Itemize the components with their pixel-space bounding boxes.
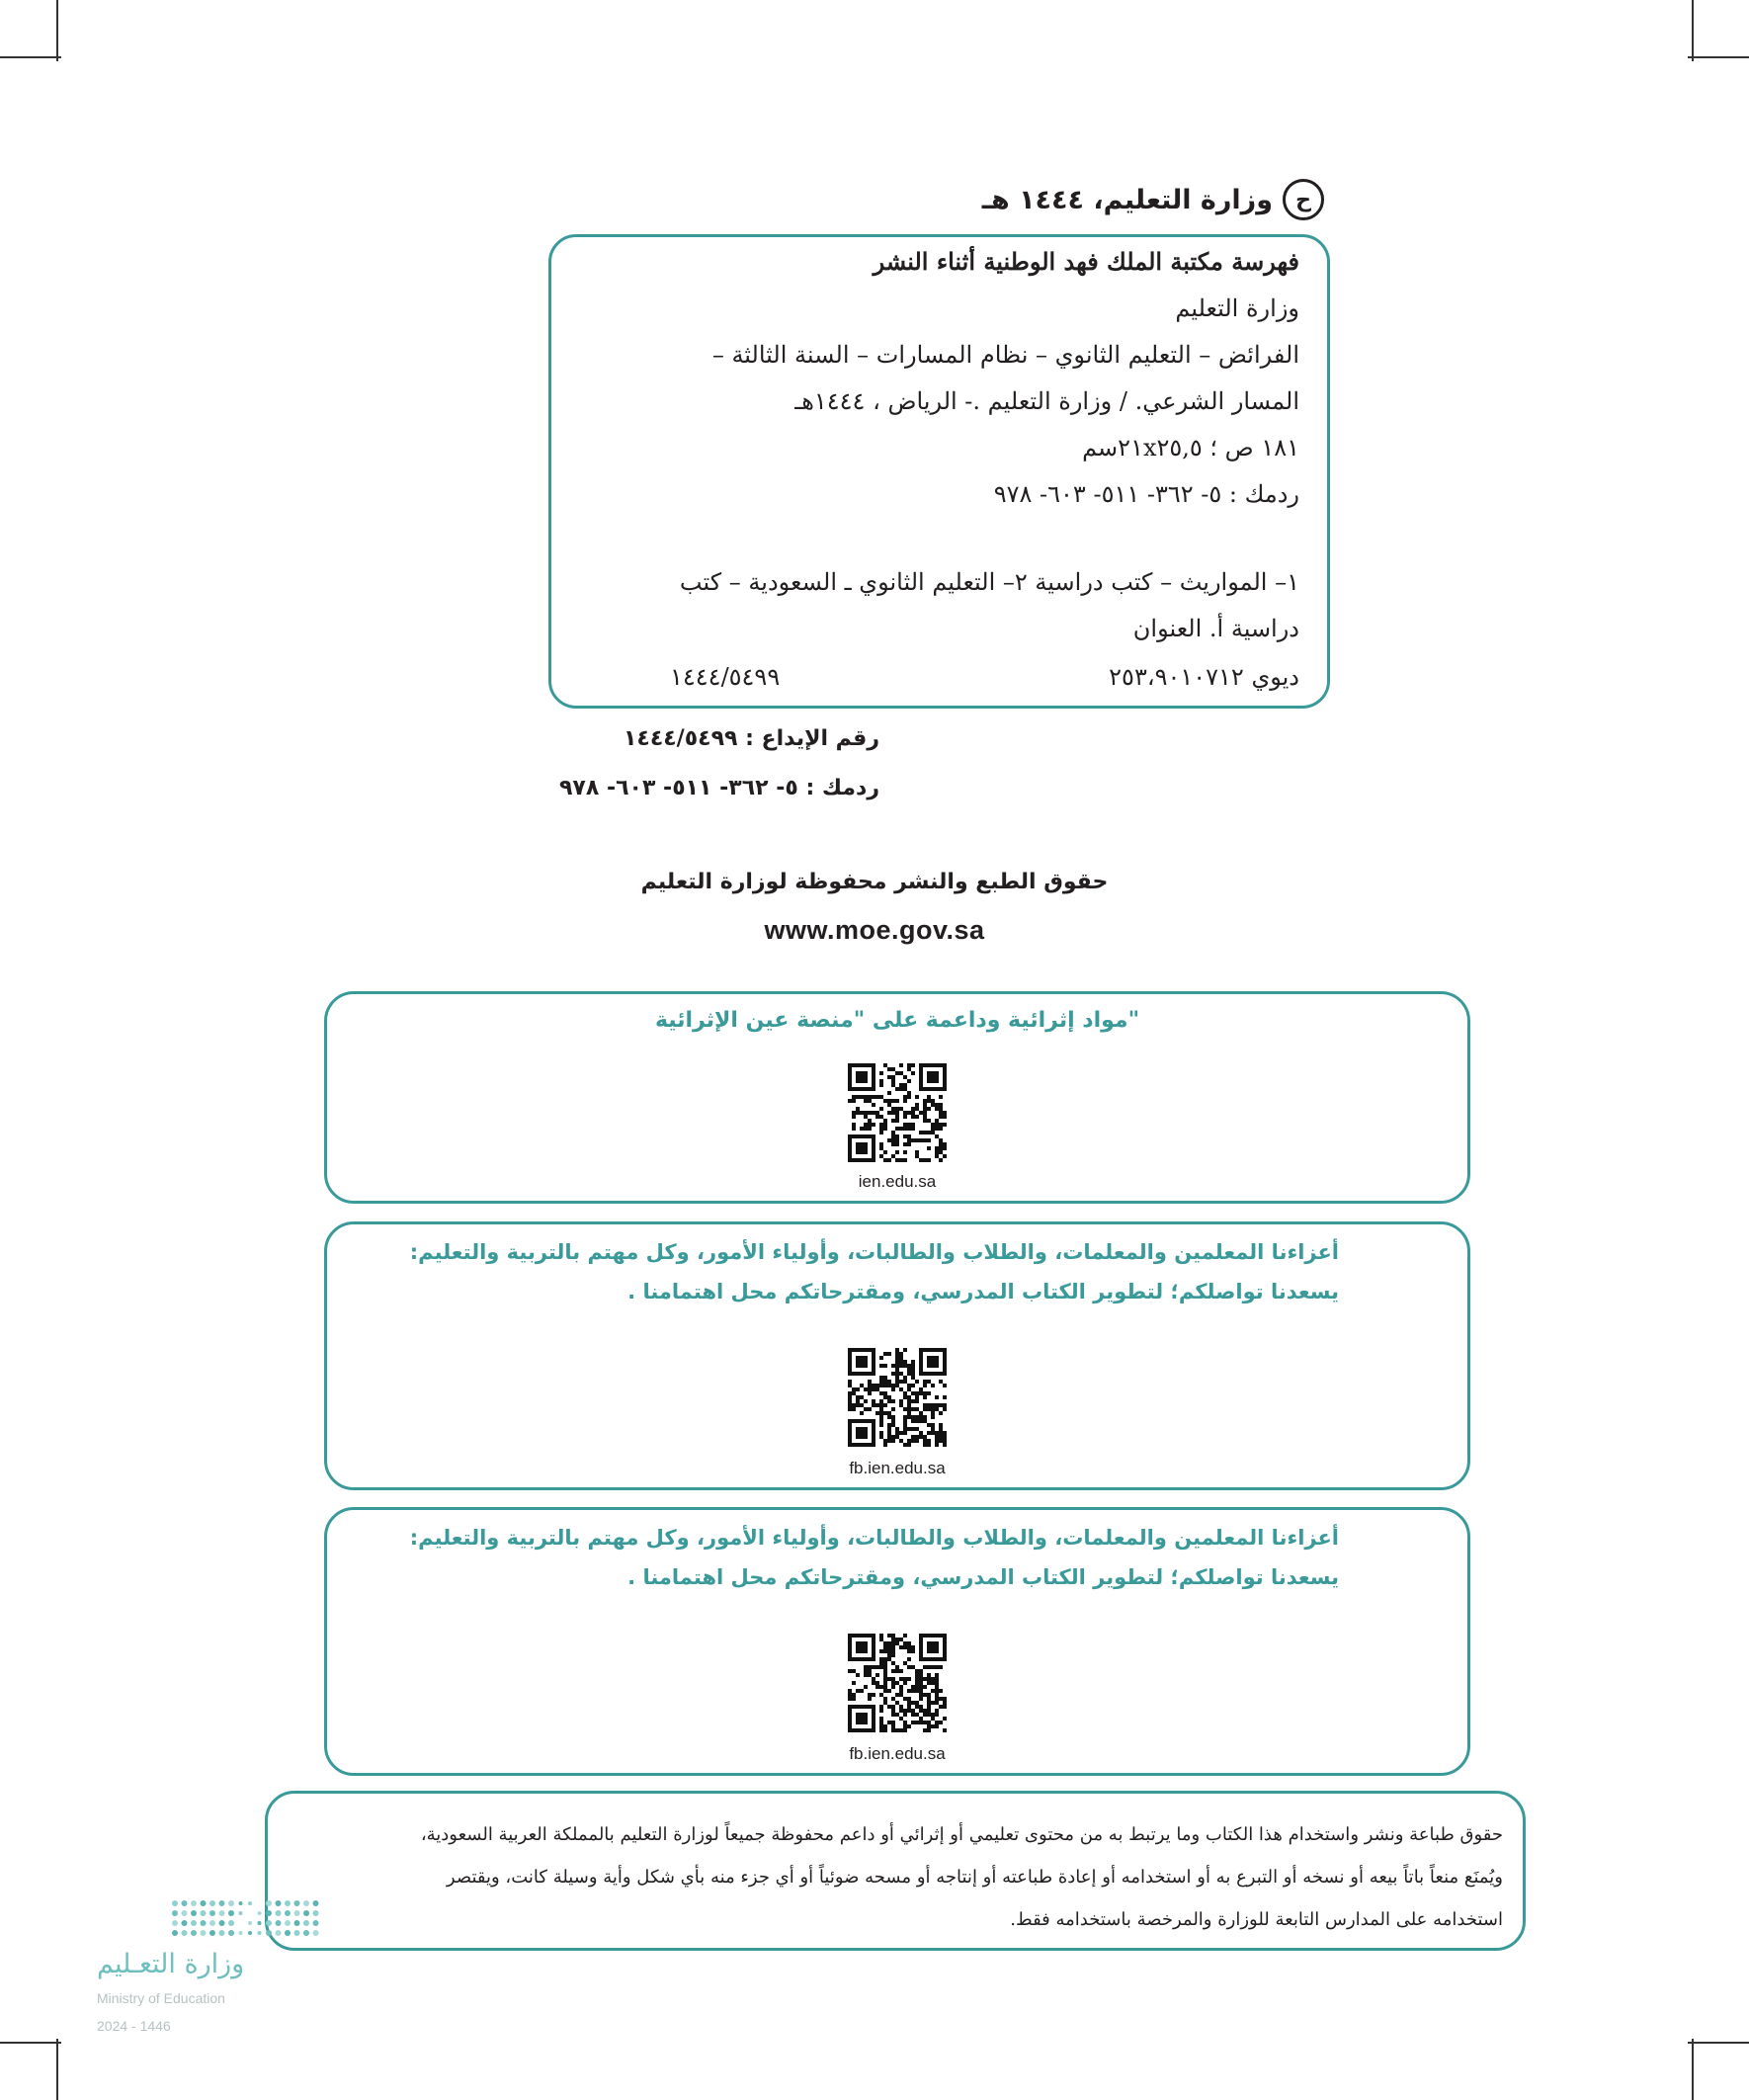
legal-line: استخدامه على المدارس التابعة للوزارة والمرخصة باستخدامه فقط. [1010, 1909, 1503, 1930]
legal-notice-box [265, 1791, 1526, 1951]
ien-platform-box [324, 991, 1470, 1204]
catalog-line: الفرائض – التعليم الثانوي – نظام المسارات – السنة الثالثة – [711, 341, 1299, 369]
ien-url[interactable]: ien.edu.sa [858, 1172, 937, 1191]
crop-mark [1692, 2039, 1694, 2100]
crop-mark [1688, 2042, 1749, 2044]
crop-mark [1692, 0, 1694, 61]
catalog-line: ١٨١ ص ؛ ٢١x٢٥,٥سم [1082, 434, 1299, 462]
ien-heading: مواد إثرائية وداعمة على "منصة عين الإثرائية" [654, 1008, 1140, 1033]
catalog-line: دراسية أ. العنوان [1132, 615, 1299, 642]
website-link[interactable]: www.moe.gov.sa [764, 915, 985, 945]
feedback-line: يسعدنا تواصلكم؛ لتطوير الكتاب المدرسي، ومقترحاتكم محل اهتمامنا . [627, 1280, 1339, 1303]
qr-code-icon[interactable] [848, 1348, 947, 1447]
feedback-url[interactable]: fb.ien.edu.sa [849, 1744, 946, 1763]
crop-mark [0, 56, 61, 58]
legal-line: ويُمنَع منعاً باتاً بيعه أو نسخه أو التبرع به أو استخدامه أو إعادة طباعته أو إنتاجه أو مسحه ضوئياً أو أي جزء منه بأي شكل وأية وسيلة كانت، ويقتصر [446, 1867, 1503, 1888]
feedback-url[interactable]: fb.ien.edu.sa [849, 1459, 946, 1477]
ministry-name-arabic: وزارة التعـليم [97, 1949, 245, 1979]
catalog-deposit: ١٤٤٤/٥٤٩٩ [670, 663, 781, 691]
feedback-line: أعزاءنا المعلمين والمعلمات، والطلاب والطالبات، وأولياء الأمور، وكل مهتم بالتربية والتعليم: [409, 1240, 1339, 1264]
catalog-line: ١– المواريث – كتب دراسية ٢– التعليم الثانوي ـ السعودية – كتب [679, 568, 1299, 596]
copyright-text: وزارة التعليم، ١٤٤٤ هـ [981, 184, 1273, 215]
feedback-box [324, 1507, 1470, 1776]
catalog-line: ردمك : ٥- ٣٦٢- ٥١١- ٦٠٣- ٩٧٨ [993, 480, 1299, 508]
copyright-symbol: ح [1283, 179, 1324, 220]
qr-code-icon[interactable] [848, 1634, 947, 1732]
feedback-line: أعزاءنا المعلمين والمعلمات، والطلاب والطالبات، وأولياء الأمور، وكل مهتم بالتربية والتعليم: [409, 1526, 1339, 1550]
ministry-logo-icon [170, 1897, 323, 1941]
feedback-box [324, 1221, 1470, 1490]
catalog-card [548, 234, 1330, 709]
crop-mark [56, 0, 58, 61]
legal-line: حقوق طباعة ونشر واستخدام هذا الكتاب وما يرتبط به من محتوى تعليمي أو إثرائي أو داعم محفوظة جميعاً لوزارة التعليم بالمملكة العربية السعودية، [420, 1824, 1503, 1845]
catalog-line: وزارة التعليم [1175, 294, 1299, 322]
catalog-title: فهرسة مكتبة الملك فهد الوطنية أثناء النشر [873, 247, 1299, 276]
deposit-number: رقم الإيداع : ١٤٤٤/٥٤٩٩ [623, 726, 879, 751]
feedback-line: يسعدنا تواصلكم؛ لتطوير الكتاب المدرسي، ومقترحاتكم محل اهتمامنا . [627, 1565, 1339, 1589]
crop-mark [56, 2039, 58, 2100]
ministry-name-english: Ministry of Education [97, 1990, 225, 2006]
edition-years: 2024 - 1446 [97, 2018, 171, 2034]
rights-title: حقوق الطبع والنشر محفوظة لوزارة التعليم [640, 870, 1109, 894]
copyright-line [982, 178, 1324, 221]
qr-code-icon[interactable] [848, 1063, 947, 1162]
catalog-line: المسار الشرعي. / وزارة التعليم .- الرياض ، ١٤٤٤هـ [794, 387, 1299, 415]
isbn-number: ردمك : ٥- ٣٦٢- ٥١١- ٦٠٣- ٩٧٨ [559, 776, 879, 800]
crop-mark [1688, 56, 1749, 58]
crop-mark [0, 2042, 61, 2044]
catalog-dewey: ديوي ٢٥٣،٩٠١٠٧١٢ [1109, 663, 1299, 691]
